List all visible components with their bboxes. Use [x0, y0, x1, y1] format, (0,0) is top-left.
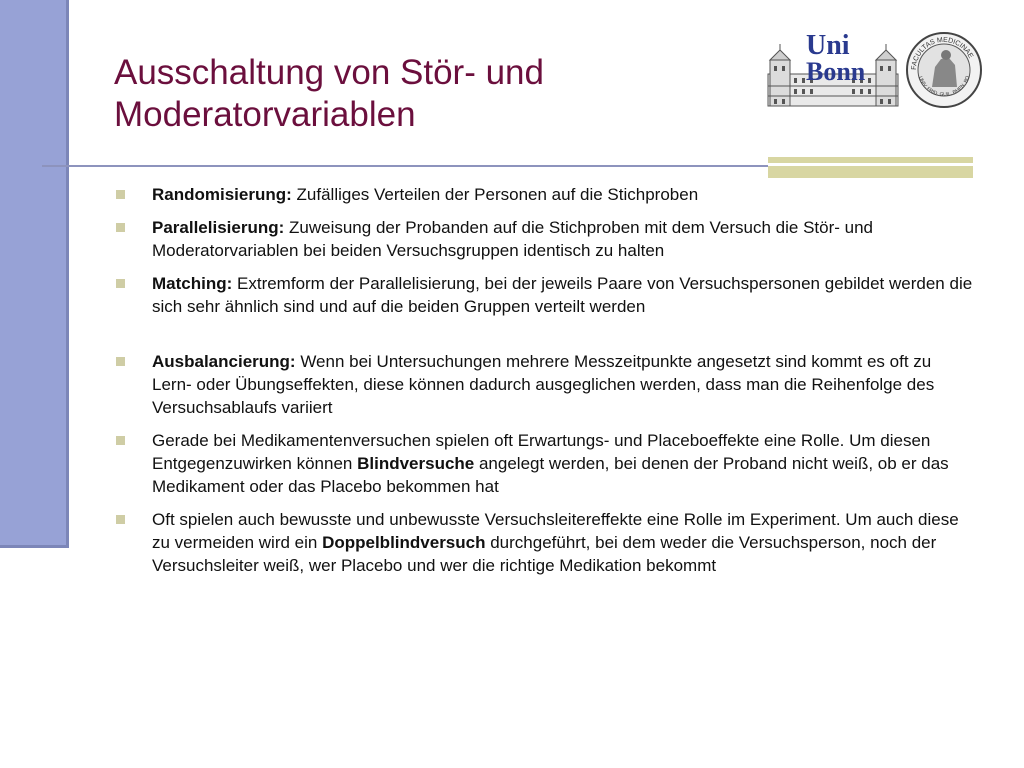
title-line-1: Ausschaltung von Stör- und [114, 53, 544, 92]
uni-logo-text-bonn: Bonn [806, 57, 866, 86]
slide-title [114, 52, 674, 136]
bullet-text-post: angelegt werden, bei denen der Proband nicht weiß, ob er das Medikament oder das Placebo bekommen hat [152, 454, 949, 496]
bullet-text-post: durchgeführt, bei dem weder die Versuchsperson, noch der Versuchsleiter weiß, wer Placebo und wer die richtige Medikation bekommt [152, 533, 937, 575]
seal-text-top: FACULTAS MEDICINAE [910, 36, 975, 71]
bullet-lead: Parallelisierung: [152, 218, 285, 237]
faculty-seal-logo [905, 31, 983, 109]
bullet-item-doppelblindversuch [114, 508, 974, 577]
uni-logo-text-uni: Uni [806, 30, 850, 61]
bullet-bold-term: Doppelblindversuch [322, 533, 486, 552]
left-accent-bar [0, 0, 66, 545]
slide-content [114, 183, 974, 587]
square-bullet-icon [116, 190, 125, 199]
square-bullet-icon [116, 223, 125, 232]
bullet-text: Wenn bei Untersuchungen mehrere Messzeitpunkte angesetzt sind kommt es oft zu Lern- oder Übungseffekten, diese können dadurch ausgeglichen werden, dass man die Reihenfolge des Versuchsablaufs variiert [152, 352, 935, 417]
bullet-item-randomisierung [114, 183, 974, 206]
left-accent-bar-bottom [0, 545, 69, 548]
bullet-lead: Ausbalancierung: [152, 352, 296, 371]
seal-text-bottom: UNIV. FRID. GUIL. RHEN. BO [917, 75, 972, 98]
bullet-item-ausbalancierung [114, 350, 974, 419]
square-bullet-icon [116, 515, 125, 524]
accent-stripe-bottom [768, 166, 973, 178]
bullet-lead: Randomisierung: [152, 185, 292, 204]
bullet-text-pre: Oft spielen auch bewusste und unbewusste Versuchsleitereffekte eine Rolle im Experiment. Um auch diese zu vermeiden wird ein [152, 510, 959, 552]
square-bullet-icon [116, 357, 125, 366]
uni-bonn-logo [766, 30, 900, 110]
left-accent-bar-shadow [66, 0, 69, 548]
bullet-text: Zufälliges Verteilen der Personen auf die Stichproben [291, 185, 699, 204]
bullet-text-pre: Gerade bei Medikamentenversuchen spielen oft Erwartungs- und Placeboeffekte eine Rolle. Um diesen Entgegenzuwirken können [152, 431, 931, 473]
square-bullet-icon [116, 436, 125, 445]
bullet-text: Extremform der Parallelisierung, bei der jeweils Paare von Versuchspersonen gebildet werden die sich sehr ähnlich sind und auf die beiden Gruppen verteilt werden [152, 274, 973, 316]
accent-stripes [768, 157, 973, 179]
bullet-text: Zuweisung der Probanden auf die Stichproben mit dem Versuch die Stör- und Moderatorvariablen bei beiden Versuchsgruppen identisch zu halten [152, 218, 874, 260]
square-bullet-icon [116, 279, 125, 288]
bullet-bold-term: Blindversuche [357, 454, 475, 473]
bullet-item-matching [114, 272, 974, 318]
bullet-lead: Matching: [152, 274, 233, 293]
bullet-item-blindversuche [114, 429, 974, 498]
title-line-2: Moderatorvariablen [114, 95, 416, 134]
bullet-item-parallelisierung [114, 216, 974, 262]
title-divider-line [42, 165, 769, 167]
